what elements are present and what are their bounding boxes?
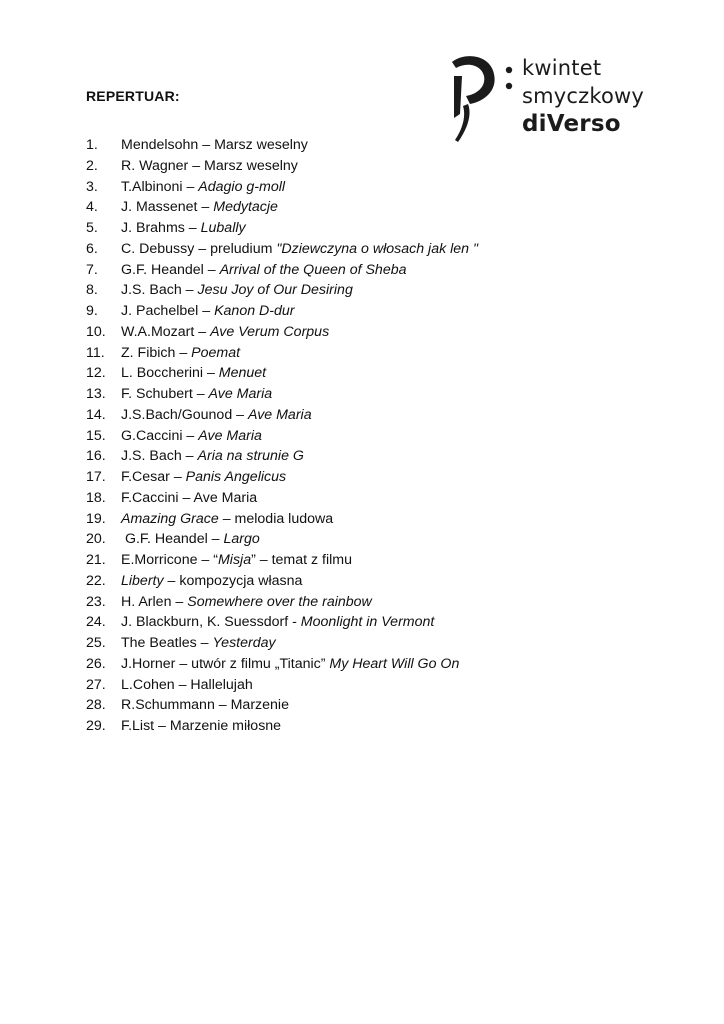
item-title-regular: J. Brahms – (121, 220, 201, 236)
item-title (121, 635, 276, 651)
item-title (121, 594, 372, 610)
item-number: 8. (86, 282, 98, 299)
repertoire-item (86, 301, 478, 322)
repertoire-item (86, 446, 478, 467)
repertoire-item (86, 426, 478, 447)
item-title-italic: Largo (223, 531, 260, 548)
repertoire-item (86, 135, 478, 156)
item-title-italic: Aria na strunie G (197, 448, 304, 465)
repertoire-item (86, 509, 478, 530)
repertoire-item (86, 467, 478, 488)
item-title-regular: Z. Fibich – (121, 344, 192, 361)
repertoire-item (86, 280, 478, 301)
item-number: 25. (86, 635, 106, 651)
item-number: 12. (86, 365, 106, 382)
item-title-italic: Liberty (121, 572, 164, 589)
repertoire-item (86, 488, 478, 509)
item-number: 29. (86, 718, 106, 734)
repertoire-item (86, 322, 478, 343)
item-title-regular: – melodia ludowa (218, 510, 334, 527)
item-title-regular: J.S. Bach – (121, 448, 198, 465)
item-title-italic: Ave Maria (198, 427, 262, 444)
item-title-italic: Somewhere over the rainbow (187, 593, 372, 610)
item-title-regular: C. Debussy – preludium (121, 240, 277, 257)
item-title (121, 656, 459, 672)
item-number: 11. (86, 344, 105, 361)
repertoire-item (86, 654, 478, 675)
item-title-italic: Ave Maria (208, 386, 273, 402)
item-title (121, 490, 257, 506)
item-number: 17. (86, 469, 106, 485)
item-number: 20. (86, 531, 106, 548)
repertoire-item (86, 156, 478, 177)
item-title-italic: Amazing Grace (121, 510, 219, 527)
item-title (121, 469, 286, 485)
item-title-italic: Poemat (191, 344, 241, 361)
item-title-regular: J. Massenet – (121, 199, 214, 216)
page-heading: REPERTUAR: (86, 88, 180, 104)
item-title (121, 677, 253, 693)
item-title (121, 303, 295, 319)
item-title-regular: R.Schummann – Marzenie (121, 697, 289, 714)
item-title (121, 697, 289, 713)
item-title-regular: L.Cohen – Hallelujah (121, 676, 253, 693)
item-number: 10. (86, 323, 106, 340)
item-title-regular: H. Arlen – (121, 593, 188, 610)
item-number: 3. (86, 178, 98, 195)
item-title (121, 262, 407, 278)
item-number: 2. (86, 157, 98, 174)
diverso-logo-icon (446, 52, 518, 148)
brand-line-kwintet: kwintet (522, 56, 602, 80)
item-title-regular: G.Caccini – (121, 427, 199, 444)
item-title (121, 573, 302, 589)
repertoire-item (86, 716, 478, 737)
repertoire-item (86, 675, 478, 696)
item-title-italic: Kanon D-dur (214, 303, 295, 319)
item-title (121, 282, 353, 298)
item-number: 7. (86, 261, 98, 278)
item-number: 23. (86, 593, 106, 610)
item-title-italic: Lubally (200, 220, 246, 236)
item-title-regular: J.S.Bach/Gounod – (121, 406, 248, 423)
item-title (121, 511, 333, 527)
item-title (121, 241, 478, 257)
item-title-regular: W.A.Mozart – (121, 323, 211, 340)
item-title (121, 448, 304, 464)
item-title-regular: F. Schubert – (121, 386, 209, 402)
item-number: 28. (86, 697, 106, 714)
item-title-italic: Jesu Joy of Our Desiring (197, 282, 353, 299)
item-number: 24. (86, 614, 106, 631)
item-number: 16. (86, 448, 106, 465)
repertoire-item (86, 529, 478, 550)
item-title (121, 137, 308, 153)
item-title-regular: Mendelsohn – Marsz weselny (121, 137, 308, 153)
item-number: 5. (86, 220, 98, 236)
item-number: 15. (86, 427, 106, 444)
item-title-italic: Ave Verum Corpus (210, 323, 330, 340)
item-title-italic: My Heart Will Go On (329, 655, 460, 672)
item-number: 27. (86, 676, 106, 693)
repertoire-item (86, 239, 478, 260)
item-title-italic: Yesterday (212, 635, 276, 651)
repertoire-list (86, 135, 478, 737)
brand-logo (446, 52, 656, 148)
item-title-italic: Ave Maria (247, 406, 312, 423)
item-title-italic: Moonlight in Vermont (300, 614, 435, 631)
item-title-regular: J. Blackburn, K. Suessdorf - (121, 614, 301, 631)
repertoire-item (86, 633, 478, 654)
item-title-italic: Menuet (218, 365, 267, 382)
repertoire-item (86, 197, 478, 218)
brand-line-smyczkowy: smyczkowy (522, 84, 645, 108)
item-number: 1. (86, 137, 98, 153)
repertoire-item (86, 571, 478, 592)
repertoire-item (86, 695, 478, 716)
item-title (121, 179, 285, 195)
item-title-regular: G.F. Heandel – (121, 531, 224, 548)
item-number: 19. (86, 510, 106, 527)
item-title-italic: "Dziewczyna o włosach jak len " (276, 240, 479, 257)
repertoire-item (86, 363, 478, 384)
item-title-regular: J.Horner – utwór z filmu „Titanic” (121, 655, 330, 672)
item-title-regular: G.F. Heandel – (121, 261, 220, 278)
item-title (121, 158, 298, 174)
repertoire-item (86, 550, 478, 571)
item-number: 22. (86, 572, 106, 589)
item-title (121, 199, 278, 215)
item-title (121, 531, 260, 547)
item-title-regular: F.Caccini – Ave Maria (121, 489, 258, 506)
item-title (121, 386, 272, 402)
item-title (121, 345, 240, 361)
item-number: 6. (86, 240, 98, 257)
item-number: 4. (86, 199, 98, 216)
item-title-regular: R. Wagner – Marsz weselny (121, 157, 298, 174)
item-title (121, 324, 329, 340)
repertoire-item (86, 218, 478, 239)
item-number: 13. (86, 386, 106, 402)
item-title (121, 428, 262, 444)
item-number: 26. (86, 655, 106, 672)
item-title-italic: Arrival of the Queen of Sheba (219, 261, 407, 278)
item-title-regular: F.Cesar – (121, 469, 186, 485)
item-title (121, 220, 246, 236)
repertoire-item (86, 177, 478, 198)
item-title (121, 552, 352, 568)
item-title (121, 718, 281, 734)
item-number: 14. (86, 406, 106, 423)
brand-wordmark (522, 54, 656, 138)
repertoire-item (86, 384, 478, 405)
repertoire-item (86, 405, 478, 426)
item-title-regular: J. Pachelbel – (121, 303, 215, 319)
item-title-regular: F.List – Marzenie miłosne (121, 718, 282, 734)
repertoire-item (86, 343, 478, 364)
item-title-italic: Medytacje (213, 199, 278, 216)
item-number: 18. (86, 489, 106, 506)
item-title-regular: The Beatles – (121, 635, 213, 651)
item-title (121, 407, 312, 423)
item-title-italic: Adagio g-moll (198, 178, 286, 195)
repertoire-item (86, 592, 478, 613)
item-title-regular: J.S. Bach – (121, 282, 198, 299)
item-number: 9. (86, 303, 98, 319)
item-title-regular: E.Morricone – “ (121, 552, 218, 568)
item-number: 21. (86, 552, 106, 568)
repertoire-item (86, 260, 478, 281)
item-title (121, 365, 266, 381)
item-title-regular: L. Boccherini – (121, 365, 219, 382)
item-title (121, 614, 434, 630)
item-title-italic: Panis Angelicus (185, 469, 287, 485)
repertoire-item (86, 612, 478, 633)
item-title-regular: T.Albinoni – (121, 178, 199, 195)
item-title-regular: – kompozycja własna (163, 572, 303, 589)
item-title-italic: Misja (217, 552, 252, 568)
brand-line-diverso: diVerso (522, 111, 621, 137)
item-title-regular: ” – temat z filmu (251, 552, 353, 568)
